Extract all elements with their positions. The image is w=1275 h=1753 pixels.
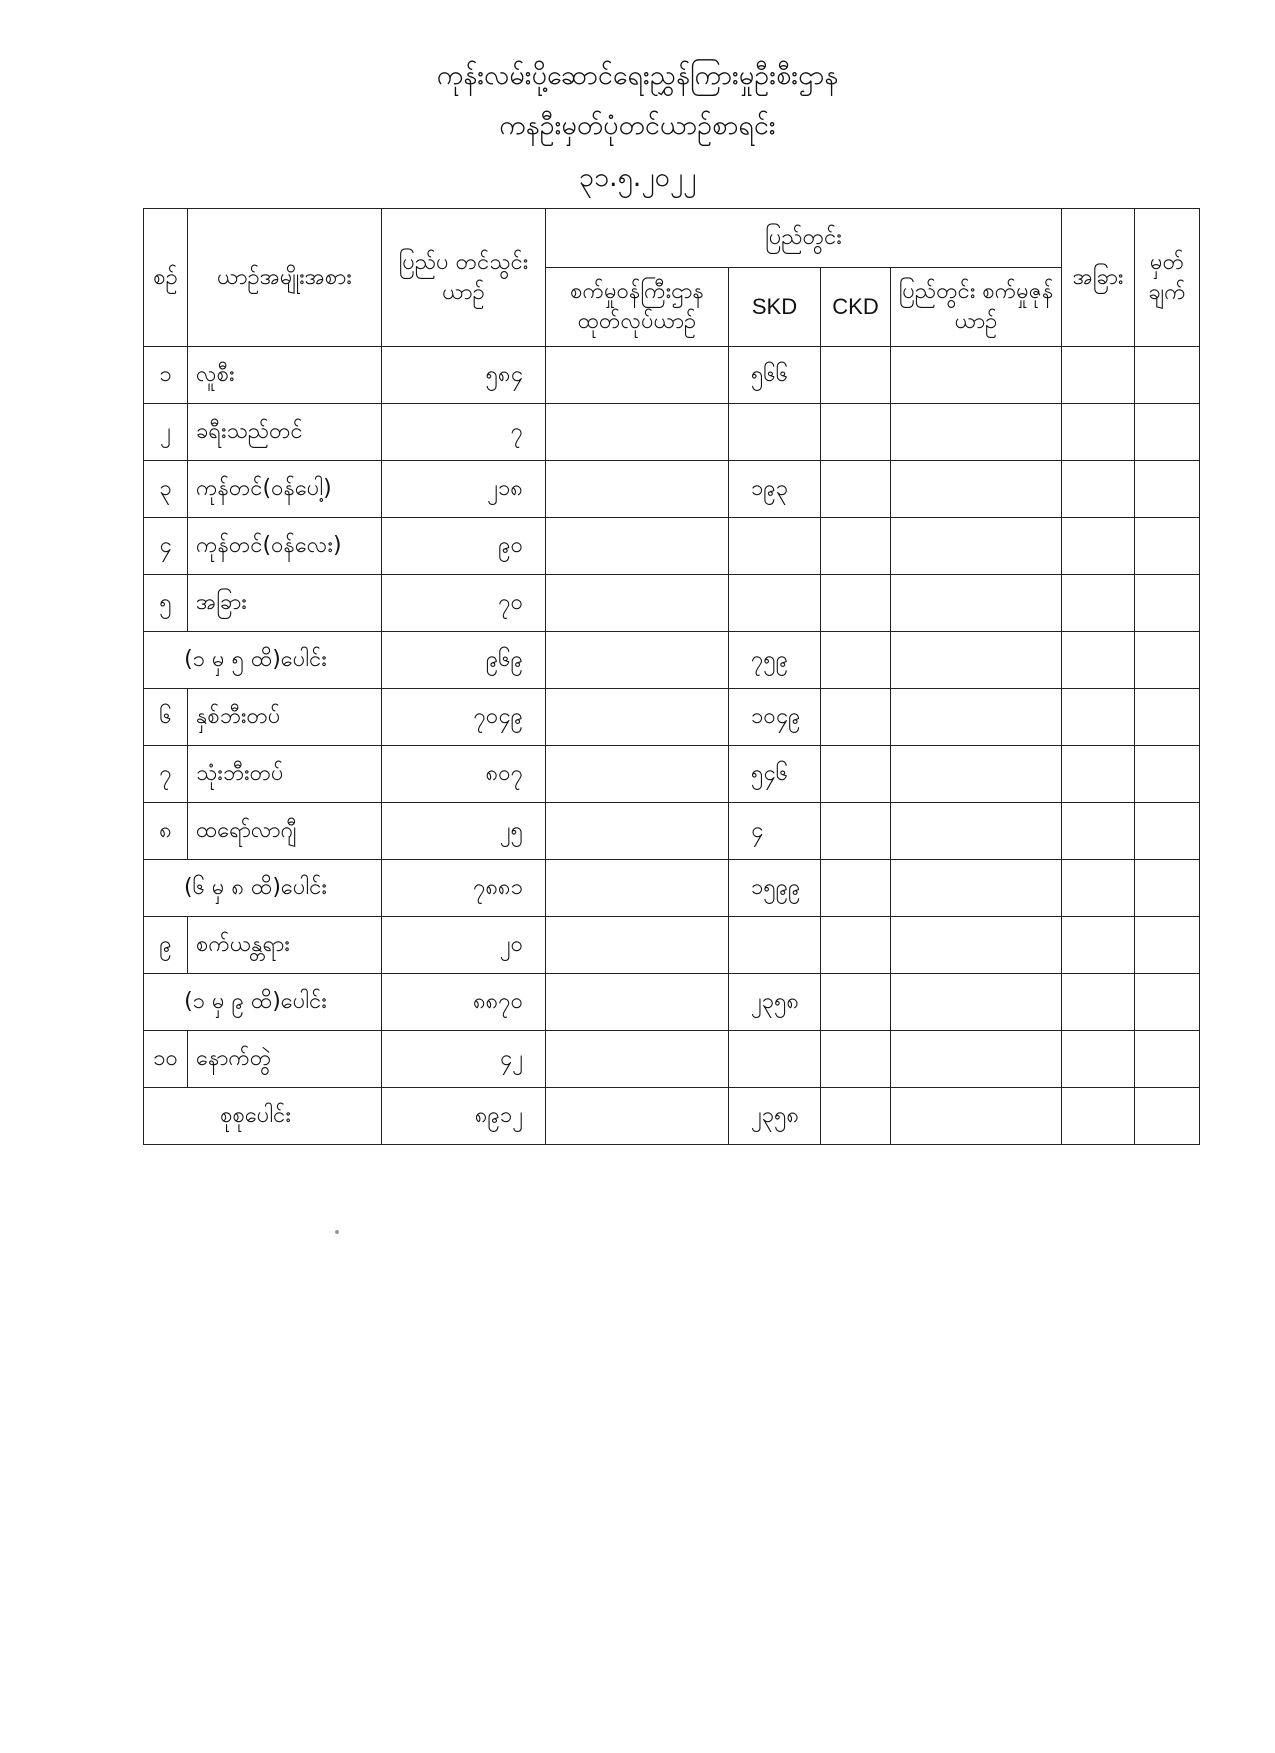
row-other [1062,803,1135,860]
row-ckd [821,860,891,917]
header-skd: SKD [729,268,821,347]
row-ministry [546,461,729,518]
row-ckd [821,632,891,689]
row-skd: ၁၀၄၉ [729,689,821,746]
row-imported: ၈၈၇၀ [382,974,546,1031]
row-domestic-factory [891,1088,1062,1145]
subtotal-label: (၁ မှ ၉ ထိ)ပေါင်း [144,974,382,1031]
row-ministry [546,746,729,803]
row-ministry [546,803,729,860]
table-row [144,404,1200,461]
row-ministry [546,632,729,689]
row-skd [729,575,821,632]
header-domestic: ပြည်တွင်း [546,209,1062,268]
row-ministry [546,575,729,632]
row-imported: ၇၈၈၁ [382,860,546,917]
row-ministry [546,974,729,1031]
subtotal-row [144,860,1200,917]
row-type: နှစ်ဘီးတပ် [188,689,382,746]
row-remark [1135,632,1200,689]
row-other [1062,461,1135,518]
row-domestic-factory [891,974,1062,1031]
row-no: ၂ [144,404,188,461]
row-remark [1135,575,1200,632]
row-remark [1135,404,1200,461]
row-domestic-factory [891,347,1062,404]
vehicle-registration-table [143,208,1200,1145]
row-skd: ၁၅၉၉ [729,860,821,917]
row-other [1062,404,1135,461]
row-domestic-factory [891,518,1062,575]
row-imported: ၄၂ [382,1031,546,1088]
row-other [1062,632,1135,689]
row-ckd [821,689,891,746]
row-other [1062,860,1135,917]
row-domestic-factory [891,575,1062,632]
row-ministry [546,518,729,575]
grand-total-label: စုစုပေါင်း [144,1088,382,1145]
row-domestic-factory [891,1031,1062,1088]
row-ministry [546,1088,729,1145]
row-imported: ၇၀၄၉ [382,689,546,746]
row-remark [1135,860,1200,917]
row-type: အခြား [188,575,382,632]
row-ministry [546,404,729,461]
row-skd: ၂၃၅၈ [729,974,821,1031]
row-ckd [821,518,891,575]
row-no: ၄ [144,518,188,575]
row-skd [729,518,821,575]
table-row [144,1031,1200,1088]
row-type: ခရီးသည်တင် [188,404,382,461]
table-row [144,803,1200,860]
row-ckd [821,404,891,461]
table-row [144,518,1200,575]
row-ckd [821,974,891,1031]
row-other [1062,1088,1135,1145]
row-ckd [821,575,891,632]
row-ministry [546,1031,729,1088]
row-imported: ၂၁၈ [382,461,546,518]
row-ckd [821,803,891,860]
row-ckd [821,746,891,803]
row-imported: ၂၅ [382,803,546,860]
row-other [1062,917,1135,974]
row-skd: ၂၃၅၈ [729,1088,821,1145]
row-no: ၁၀ [144,1031,188,1088]
row-skd [729,917,821,974]
row-type: ကုန်တင်(ဝန်ပေါ့) [188,461,382,518]
table-row [144,689,1200,746]
row-domestic-factory [891,461,1062,518]
header-no: စဉ် [144,209,188,347]
table-row [144,746,1200,803]
row-type: လူစီး [188,347,382,404]
row-skd [729,404,821,461]
row-other [1062,974,1135,1031]
row-skd: ၇၅၉ [729,632,821,689]
header-remarks: မှတ် ချက် [1135,209,1200,347]
row-skd: ၅၄၆ [729,746,821,803]
row-domestic-factory [891,803,1062,860]
row-domestic-factory [891,917,1062,974]
row-imported: ၈၀၇ [382,746,546,803]
row-domestic-factory [891,632,1062,689]
row-imported: ၉၀ [382,518,546,575]
row-imported: ၇၀ [382,575,546,632]
header-ckd: CKD [821,268,891,347]
row-no: ၇ [144,746,188,803]
row-remark [1135,518,1200,575]
row-other [1062,1031,1135,1088]
row-no: ၆ [144,689,188,746]
row-ckd [821,1031,891,1088]
row-imported: ၅၈၄ [382,347,546,404]
row-imported: ၂၀ [382,917,546,974]
row-skd [729,1031,821,1088]
row-imported: ၉၆၉ [382,632,546,689]
row-type: သုံးဘီးတပ် [188,746,382,803]
row-other [1062,347,1135,404]
header-ministry-factory: စက်မှုဝန်ကြီးဌာန ထုတ်လုပ်ယာဉ် [546,268,729,347]
row-domestic-factory [891,860,1062,917]
row-ministry [546,347,729,404]
row-ministry [546,689,729,746]
row-imported: ၇ [382,404,546,461]
row-no: ၃ [144,461,188,518]
row-ckd [821,461,891,518]
header-other: အခြား [1062,209,1135,347]
row-ministry [546,860,729,917]
row-ckd [821,917,891,974]
row-skd: ၅၆၆ [729,347,821,404]
subtotal-label: (၁ မှ ၅ ထိ)ပေါင်း [144,632,382,689]
row-skd: ၁၉၃ [729,461,821,518]
subtotal-row [144,632,1200,689]
grand-total-row [144,1088,1200,1145]
row-ministry [546,917,729,974]
row-domestic-factory [891,746,1062,803]
row-domestic-factory [891,689,1062,746]
subtotal-label: (၆ မှ ၈ ထိ)ပေါင်း [144,860,382,917]
row-remark [1135,1031,1200,1088]
row-skd: ၄ [729,803,821,860]
row-type: နောက်တွဲ [188,1031,382,1088]
row-no: ၁ [144,347,188,404]
header-domestic-factory: ပြည်တွင်း စက်မှုဇုန်ယာဉ် [891,268,1062,347]
row-remark [1135,461,1200,518]
scan-speck [335,1230,339,1234]
row-imported: ၈၉၁၂ [382,1088,546,1145]
row-remark [1135,1088,1200,1145]
row-type: ထရော်လာဂျီ [188,803,382,860]
subtotal-row [144,974,1200,1031]
row-remark [1135,347,1200,404]
row-no: ၈ [144,803,188,860]
row-type: ကုန်တင်(ဝန်လေး) [188,518,382,575]
table-row [144,575,1200,632]
row-other [1062,518,1135,575]
row-other [1062,746,1135,803]
row-remark [1135,689,1200,746]
table-row [144,917,1200,974]
table-row [144,347,1200,404]
header-imported: ပြည်ပ တင်သွင်းယာဉ် [382,209,546,347]
row-other [1062,689,1135,746]
header-vehicle-type: ယာဉ်အမျိုးအစား [188,209,382,347]
row-ckd [821,1088,891,1145]
row-remark [1135,917,1200,974]
table-row [144,461,1200,518]
document-subtitle: ကနဦးမှတ်ပုံတင်ယာဉ်စာရင်း [499,110,776,141]
document-date: ၃၁.၅.၂၀၂၂ [578,162,697,193]
row-other [1062,575,1135,632]
row-domestic-factory [891,404,1062,461]
document-title: ကုန်းလမ်းပို့ဆောင်ရေးညွှန်ကြားမှုဦးစီးဌာန [436,60,839,91]
row-no: ၅ [144,575,188,632]
row-no: ၉ [144,917,188,974]
row-remark [1135,974,1200,1031]
row-type: စက်ယန္တရား [188,917,382,974]
row-ckd [821,347,891,404]
row-remark [1135,746,1200,803]
row-remark [1135,803,1200,860]
